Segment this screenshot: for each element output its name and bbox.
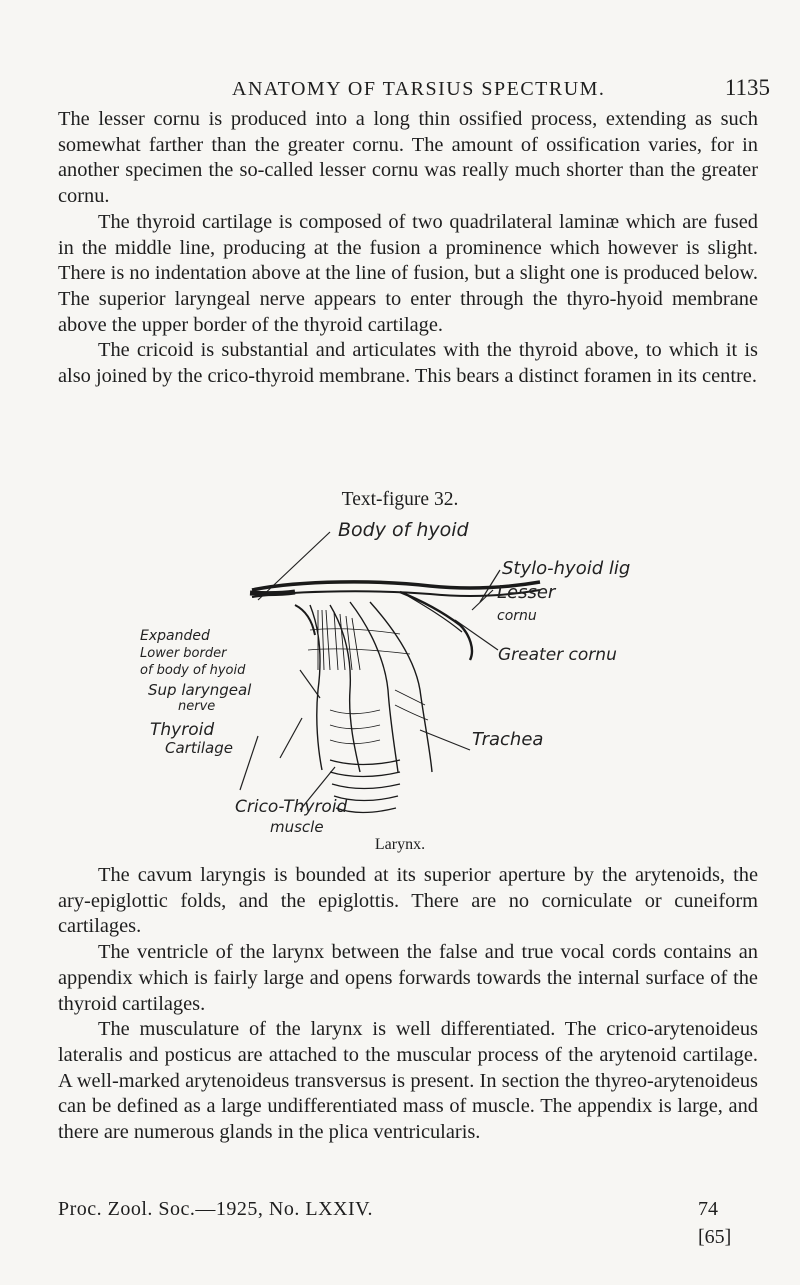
label-expanded-2: Lower border: [140, 646, 227, 661]
paragraph-cricoid: The cricoid is substantial and articulates with the thyroid above, to which it is also joined by the crico-thyroid membrane. This bears a distinct foramen in its centre.: [58, 339, 758, 388]
label-body-of-hyoid: Body of hyoid: [338, 519, 469, 541]
page-header: [0, 0, 800, 120]
paragraph-lesser-cornu: The lesser cornu is produced into a long thin ossified process, extending as such somewhat farther than the greater cornu. The amount of ossification varies, for in another specimen the so-called lesser cornu was really much shorter than the greater cornu.: [58, 108, 758, 208]
label-crico-1: Crico-Thyroid: [235, 797, 348, 817]
plate-reference: [65]: [698, 1226, 732, 1248]
paragraph-thyroid-cartilage: The thyroid cartilage is composed of two quadrilateral laminæ which are fused in the middle line, producing at the fusion a prominence which however is slight. There is no indentation above at the line of fusion, but a slight one is produced below. The superior laryngeal nerve appears to enter through the thyro-hyoid membrane above the upper border of the thyroid cartilage.: [58, 210, 758, 336]
figure-title: Text-figure 32.: [341, 489, 459, 510]
label-thyroid-2: Cartilage: [165, 739, 233, 757]
page-number: 1135: [724, 75, 770, 100]
label-thyroid-1: Thyroid: [150, 720, 215, 740]
label-expanded-1: Expanded: [140, 628, 210, 644]
leader-cartilage: [240, 736, 258, 790]
label-trachea: Trachea: [472, 729, 544, 750]
label-lesser-2: cornu: [497, 608, 537, 624]
label-stylo-hyoid: Stylo-hyoid lig: [502, 558, 631, 579]
signature-mark: 74: [698, 1198, 718, 1220]
top-text-block: [58, 107, 758, 390]
leader-lines: [240, 532, 500, 810]
larynx-drawing: [0, 510, 800, 850]
figure-caption: Larynx.: [374, 836, 426, 853]
leader-thyroid: [280, 718, 302, 758]
thyroid-cartilage: [295, 602, 432, 772]
leader-lesser-cornu: [472, 590, 493, 610]
label-lesser-1: Lesser: [497, 582, 556, 603]
paragraph-ventricle: The ventricle of the larynx between the false and true vocal cords contains an appendix which is fairly large and opens forwards towards the internal surface of the thyroid cartilages.: [58, 941, 758, 1015]
label-greater-cornu: Greater cornu: [498, 645, 617, 665]
label-expanded-3: of body of hyoid: [140, 663, 246, 678]
running-title: ANATOMY OF TARSIUS SPECTRUM.: [232, 78, 606, 100]
label-sup-laryngeal-2: nerve: [178, 699, 216, 714]
leader-greater-cornu: [455, 620, 498, 650]
paragraph-musculature: The musculature of the larynx is well differentiated. The crico-arytenoideus lateralis and posticus are attached to the muscular process of the arytenoid cartilage. A well-marked arytenoideus transversus is present. In section the thyreo-arytenoideus can be defined as a large undifferentiated mass of muscle. The appendix is large, and there are numerous glands in the plica ventricularis.: [58, 1018, 758, 1144]
larynx-figure: [0, 510, 800, 850]
label-crico-2: muscle: [270, 818, 324, 836]
paragraph-cavum-laryngis: The cavum laryngis is bounded at its superior aperture by the arytenoids, the ary-epiglottic folds, and the epiglottis. There are no corniculate or cuneiform cartilages.: [58, 864, 758, 938]
label-sup-laryngeal-1: Sup laryngeal: [148, 681, 252, 699]
bottom-text-block: [58, 863, 758, 1146]
journal-citation: Proc. Zool. Soc.—1925, No. LXXIV.: [58, 1198, 374, 1220]
